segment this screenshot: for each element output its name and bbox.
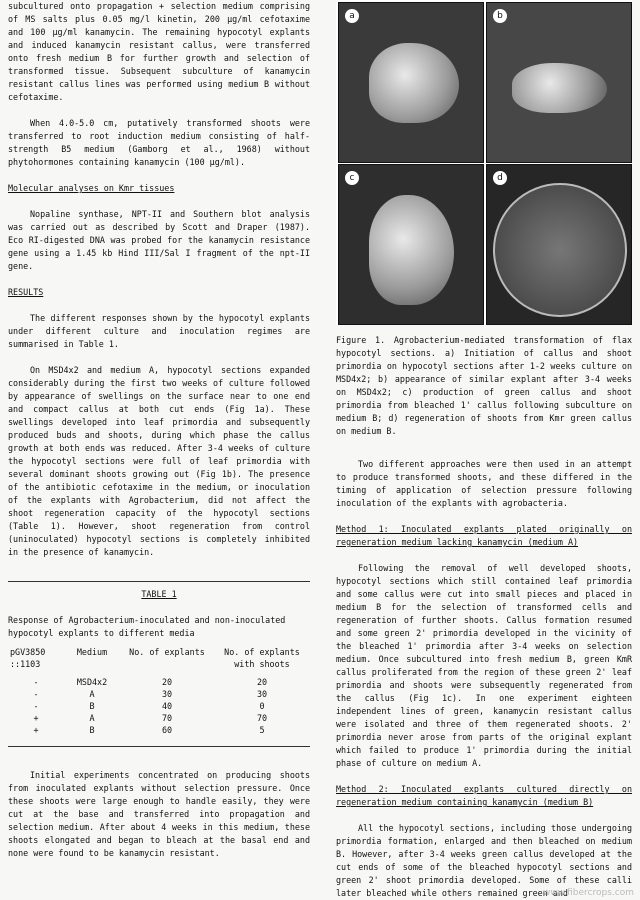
panel-label: b — [493, 9, 507, 23]
watermark: www.fibercrops.com — [543, 888, 634, 898]
table-header-row — [8, 646, 310, 670]
table-cell: 30 — [161, 689, 173, 699]
section-heading-method1: Method 1: Inoculated explants plated originally on regeneration medium lacking kanamycin (medium A) — [336, 524, 632, 547]
table-header: No. of explants with shoots — [224, 647, 300, 669]
table-cell: - — [33, 677, 39, 687]
table-row — [8, 712, 310, 724]
table-cell: 60 — [161, 725, 173, 735]
panel-label: a — [345, 9, 359, 23]
panel-label: c — [345, 171, 359, 185]
table-header: pGV3850 ::1103 — [10, 647, 46, 669]
table-cell: 20 — [161, 677, 173, 687]
photo-panel-c — [338, 164, 484, 325]
paragraph: subcultured onto propagation + selection medium comprising of MS salts plus 0.05 mg/l kinetin, 200 µg/ml cefotaxime and 100 µg/ml kanamycin. The remaining hypocotyl explants and induced kanamycin resistant callus, were transferred onto fresh medium B for further growth and selection of transformed tissue. Subsequent subculture of kanamycin resistant callus lines was performed using medium B without cefotaxime. — [8, 1, 310, 102]
table-row — [8, 700, 310, 712]
paragraph: The different responses shown by the hypocotyl explants under different culture and inoculation regimes are summarised in Table 1. — [8, 313, 310, 349]
table-cell: MSD4x2 — [76, 677, 108, 687]
table-row — [8, 724, 310, 736]
photo-panel-a — [338, 2, 484, 163]
table-row — [8, 688, 310, 700]
shoot-cluster-image — [369, 195, 454, 305]
data-table — [8, 646, 310, 736]
table-caption: Response of Agrobacterium-inoculated and non-inoculated hypocotyl explants to different media — [8, 615, 286, 638]
figure-1-photo-plate — [336, 0, 632, 325]
table-cell: B — [89, 701, 95, 711]
paragraph: Following the removal of well developed shoots, hypocotyl sections which still contained leaf primordia and some callus were cut into small pieces and placed in medium B for the selection of transformed cells and regeneration of further shoots. Callus formation resumed and some green 2' primordia developed in the vicinity of the bleached 1' primordia after 3-4 weeks on selection medium. Once subcultured into fresh medium B, green KmR callus proliferated from the region of these green 2' leaf primordia and shoots were subsequently regenerated from the callus (Fig 1c). In one experiment eighteen independent lines of green, kanamycin resistant callus were isolated and three of them regenerated shoots. 2' primordia never arose from parts of the original explant which failed to produce 1' primordia during the initial phase of culture on medium A. — [336, 563, 632, 768]
paragraph: On MSD4x2 and medium A, hypocotyl sections expanded considerably during the first two weeks of culture followed by appearance of swellings on the surface near to one end and compact callus at both cut ends (Fig 1a). These swellings developed into leaf primordia and subsequently produced buds and shoots, during which phase the callus growth at both ends was reduced. After 3-4 weeks of culture the hypocotyl sections were full of leaf primordia with several dominant shoots growing out (Fig 1b). The presence of the antibiotic cefotaxime in the medium, or inoculation of the explants with Agrobacterium, did not affect the shoot regeneration capacity of the hypocotyl sections (Table 1). However, shoot regeneration from control (uninoculated) hypocotyl sections is completely inhibited in the presence of kanamycin. — [8, 365, 310, 557]
photo-panel-b — [486, 2, 632, 163]
left-column — [8, 0, 310, 860]
table-header: No. of explants — [129, 647, 205, 657]
paragraph: Nopaline synthase, NPT-II and Southern blot analysis was carried out as described by Scott and Draper (1987). Eco RI-digested DNA was probed for the kanamycin resistance gene using a 1.45 kb Hind III/Sal I fragment of the npt-II gene. — [8, 209, 310, 271]
table-cell: 70 — [161, 713, 173, 723]
paragraph: All the hypocotyl sections, including those undergoing primordia formation, enlarged and then bleached on medium B. However, after 3-4 weeks green callus developed at the cut ends of some of the bleached hypocotyl sections and green 2' shoot primordia developed. Some of these calli later bleached while others remained green and — [336, 823, 632, 898]
photo-panel-d — [486, 164, 632, 325]
section-heading-method2: Method 2: Inoculated explants cultured directly on regeneration medium containing kanamycin (medium B) — [336, 784, 632, 807]
table-cell: - — [33, 701, 39, 711]
paragraph: Initial experiments concentrated on producing shoots from inoculated explants without selection pressure. Once these shoots were large enough to handle easily, they were cut at the base and transferred into propagation and selection medium. After about 4 weeks in this medium, these shoots elongated and began to bleach at the basal end and none were found to be kanamycin resistant. — [8, 770, 310, 858]
table-cell: 70 — [256, 713, 268, 723]
table-cell: 40 — [161, 701, 173, 711]
petri-dish-image — [493, 183, 627, 317]
table-cell: + — [33, 725, 39, 735]
figure-caption: Figure 1. Agrobacterium-mediated transformation of flax hypocotyl sections. a) Initiation of callus and shoot primordia on hypocotyl sections after 1-2 weeks culture on MSD4x2; b) appearance of similar explant after 3-4 weeks on MSD4x2; c) production of green callus and shoot primordia from bleached 1' callus following subculture on medium B; d) regeneration of shoots from Kmr green callus on medium B. — [336, 335, 632, 436]
paragraph: Two different approaches were then used in an attempt to produce transformed shoots, and these differed in the timing of application of selection pressure following inoculation of the explants with agrobacteria. — [336, 459, 632, 508]
table-cell: A — [89, 689, 95, 699]
table-cell: A — [89, 713, 95, 723]
table-cell: + — [33, 713, 39, 723]
table-cell: 0 — [259, 701, 265, 711]
table-header: Medium — [76, 647, 108, 657]
section-heading-molecular: Molecular analyses on Kmr tissues — [8, 183, 175, 193]
table-row — [8, 676, 310, 688]
table-cell: - — [33, 689, 39, 699]
table-title: TABLE 1 — [141, 589, 177, 599]
paragraph: When 4.0-5.0 cm, putatively transformed shoots were transferred to root induction medium consisting of half-strength B5 medium (Gamborg et al., 1968) without phytohormones containing kanamycin (100 µg/ml). — [8, 118, 310, 167]
explant-image — [512, 63, 607, 113]
table-cell: B — [89, 725, 95, 735]
table-cell: 20 — [256, 677, 268, 687]
table-cell: 30 — [256, 689, 268, 699]
callus-explant-image — [369, 43, 459, 123]
right-column — [336, 334, 632, 900]
table-cell: 5 — [259, 725, 265, 735]
panel-label: d — [493, 171, 507, 185]
section-heading-results: RESULTS — [8, 287, 44, 297]
